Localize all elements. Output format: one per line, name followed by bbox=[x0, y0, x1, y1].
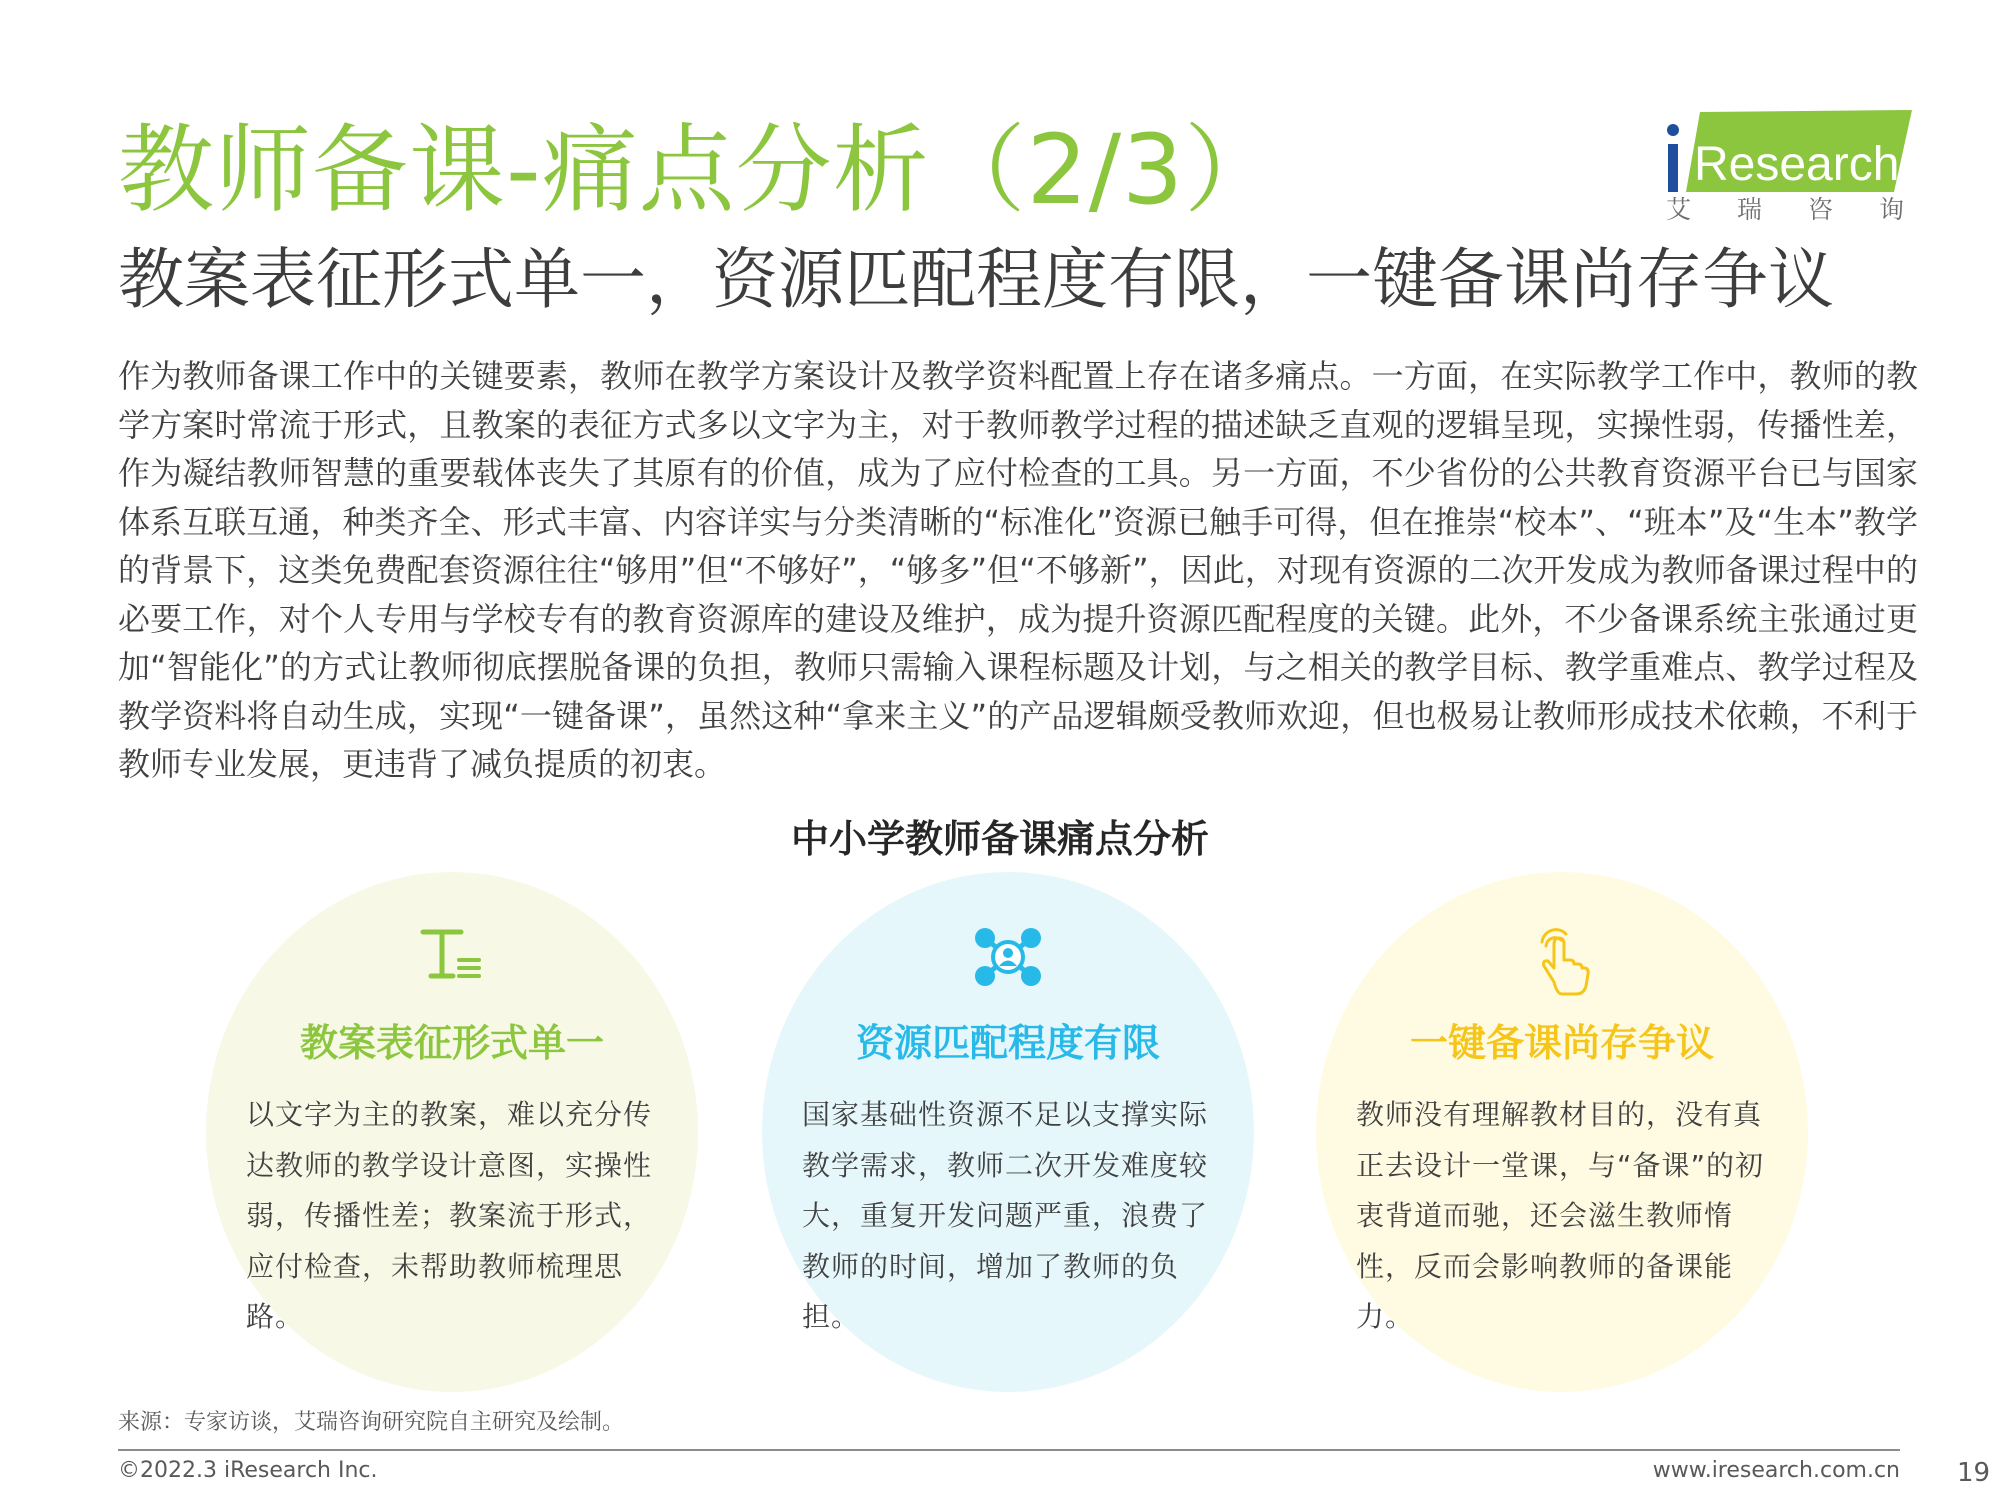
pain-point-card-resource-match bbox=[762, 872, 1254, 1392]
card-title: 教案表征形式单一 bbox=[299, 1021, 604, 1065]
card-description: 教师没有理解教材目的，没有真正去设计一堂课，与“备课”的初衷背道而驰，还会滋生教师惰性，反而会影响教师的备课能力。 bbox=[1356, 1098, 1765, 1333]
logo-wordmark: Research bbox=[1694, 138, 1900, 191]
hand-tap-icon bbox=[1530, 924, 1594, 998]
source-note: 来源：专家访谈，艾瑞咨询研究院自主研究及绘制。 bbox=[118, 1410, 625, 1435]
card-title: 资源匹配程度有限 bbox=[855, 1021, 1160, 1065]
card-description: 国家基础性资源不足以支撑实际教学需求，教师二次开发难度较大，重复开发问题严重，浪费了教师的时间，增加了教师的负担。 bbox=[802, 1098, 1209, 1333]
card-description: 以文字为主的教案，难以充分传达教师的教学设计意图，实操性弱，传播性差；教案流于形式，应付检查，未帮助教师梳理思路。 bbox=[246, 1098, 653, 1333]
page-title: 教师备课-痛点分析（2/3） bbox=[118, 114, 1282, 226]
pain-point-card-one-click bbox=[1316, 872, 1808, 1392]
pain-point-card-text-format bbox=[206, 872, 698, 1392]
page-subtitle: 教案表征形式单一，资源匹配程度有限，一键备课尚存争议 bbox=[118, 241, 1834, 318]
body-paragraph: 作为教师备课工作中的关键要素，教师在教学方案设计及教学资料配置上存在诸多痛点。一方面，在实际教学工作中，教师的教学方案时常流于形式，且教案的表征方式多以文字为主，对于教师教学过程的描述缺乏直观的逻辑呈现，实操性弱，传播性差，作为凝结教师智慧的重要载体丧失了其原有的价值，成为了应付检查的工具。另一方面，不少省份的公共教育资源平台已与国家体系互联互通，种类齐全、形式丰富、内容详实与分类清晰的“标准化”资源已触手可得，但在推崇“校本”、“班本”及“生本”教学的背景下，这类免费配套资源往往“够用”但“不够好”，“够多”但“不够新”，因此，对现有资源的二次开发成为教师备课过程中的必要工作，对个人专用与学校专有的教育资源库的建设及维护，成为提升资源匹配程度的关键。此外，不少备课系统主张通过更加“智能化”的方式让教师彻底摆脱备课的负担，教师只需输入课程标题及计划，与之相关的教学目标、教学重难点、教学过程及教学资料将自动生成，实现“一键备课”，虽然这种“拿来主义”的产品逻辑颇受教师欢迎，但也极易让教师形成技术依赖，不利于教师专业发展，更违背了减负提质的初衷。 bbox=[118, 357, 1918, 783]
footer-divider bbox=[118, 1449, 1900, 1451]
card-title: 一键备课尚存争议 bbox=[1409, 1021, 1714, 1065]
copyright: ©2022.3 iResearch Inc. bbox=[118, 1458, 378, 1483]
website-link[interactable]: www.iresearch.com.cn bbox=[1652, 1458, 1900, 1483]
page-number: 19 bbox=[1957, 1458, 1991, 1488]
logo-tagline: 艾瑞咨询 bbox=[1666, 195, 1951, 224]
section-title: 中小学教师备课痛点分析 bbox=[790, 817, 1209, 861]
text-format-icon bbox=[417, 924, 487, 984]
network-user-icon bbox=[971, 924, 1045, 990]
